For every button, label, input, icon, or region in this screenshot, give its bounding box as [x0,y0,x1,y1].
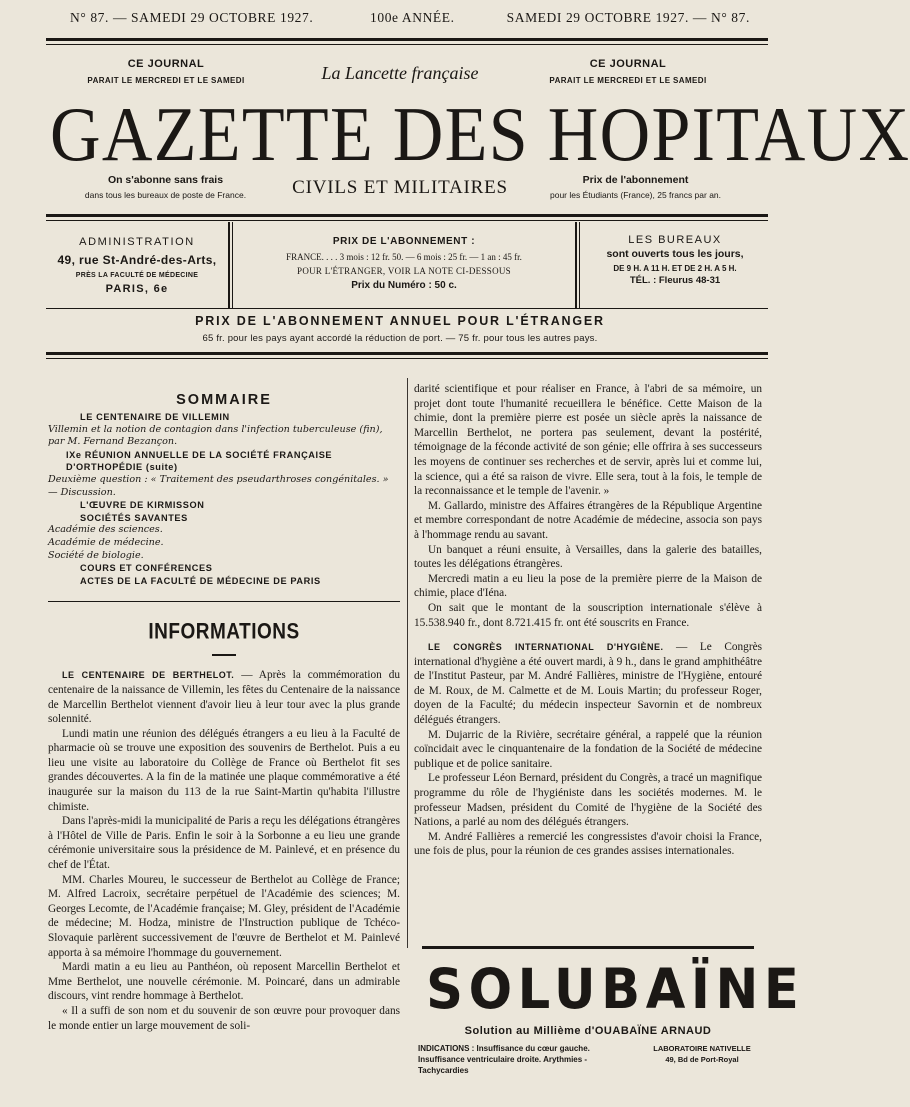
sommaire-list [48,411,400,587]
column-divider [407,378,408,948]
advert-indications: INDICATIONS : Insuffisance du cœur gauche. Insuffisance ventriculaire droite. Arythmies - Tachycardies [418,1044,590,1075]
lab-name: LABORATOIRE NATIVELLE [653,1044,751,1053]
lab-address: 49, Bd de Port-Royal [665,1055,739,1064]
subscribe-small: dans tous les bureaux de poste de France. [84,190,247,200]
paragraph: M. Gallardo, ministre des Affaires étrangères de la République Argentine et membre correspondant de notre Académie de médecine, associa son pays à l'hommage rendu au savant. [414,499,762,541]
journal-label: CE JOURNAL [127,58,205,70]
right-column [414,382,762,859]
subtitle: CIVILS ET MILITAIRES [292,177,508,198]
sommaire-item: L'ŒUVRE DE KIRMISSON [80,500,205,511]
paragraph-text: — Après la commémoration du centenaire de la naissance de Villemin, les fêtes du Centenaire de la naissance de Marcellin Berthelot viennent d'avoir lieu à leur tour avec la plus grande solennité. [48,669,400,726]
issue-price: Prix du Numéro : 50 c. [351,280,457,291]
divider [46,44,768,45]
paragraph: « Il a suffi de son nom et du souvenir de son œuvre pour provoquer dans le monde entier un large mouvement de soli- [48,1004,400,1032]
subscribe-bold: On s'abonne sans frais [107,174,224,186]
paragraph [48,668,400,726]
section-lead: LE CENTENAIRE DE BERTHELOT. [62,670,235,681]
offices-hours: DE 9 H. A 11 H. ET DE 2 H. A 5 H. [613,264,737,273]
box-divider [579,222,580,308]
paragraph: MM. Charles Moureu, le successeur de Berthelot au Collège de France; M. Alfred Lacroix, secrétaire perpétuel de l'Académie des sciences; M. Georges Lecomte, de l'Académie française; M. Gley, président de l'Académie de médecine; M. Hodza, ministre de l'Instruction publique de Tchéco-Slovaquie parlèrent successivement de l'œuvre de Berthelot et M. Painlevé apporta à sa mémoire l'hommage du gouvernement. [48,873,400,959]
paragraph: Mardi matin a eu lieu au Panthéon, où reposent Marcellin Berthelot et Mme Berthelot, une nouvelle cérémonie. M. Poincaré, dans un admirable discours, vint rendre hommage à Berthelot. [48,961,400,1003]
subscription-title: PRIX DE L'ABONNEMENT : [332,236,476,247]
sommaire-item: Deuxième question : « Traitement des pseudarthroses congénitales. » — Discussion. [48,473,389,498]
advert-lab [644,1043,760,1065]
box-divider [228,222,230,308]
box-divider [232,222,233,308]
price-small: pour les Étudiants (France), 25 francs par an. [549,190,722,200]
divider [46,38,768,41]
divider [46,214,768,217]
paragraph: Lundi matin une réunion des délégués étrangers a eu lieu à la Faculté de pharmacie où se trouve une exposition des souvenirs de Berthelot. Puis a eu lieu une visite au laboratoire du Collège de France où Berthelot fit ses grandes découvertes. A la fin de la matinée une plaque commémorative a été inaugurée sur la maison du 113 de la rue Saint-Martin qu'habita l'illustre chimiste. [48,727,400,813]
sommaire-item: LE CENTENAIRE DE VILLEMIN [80,412,230,422]
paragraph: Le professeur Léon Bernard, président du Congrès, a tracé un magnifique programme du rôle de l'hygiéniste dans les sociétés modernes. M. le professeur Madsen, président du Comité de l'hygiène de la Société des Nations, a parlé au nom des délégués étrangers. [414,772,762,829]
paragraph: Dans l'après-midi la municipalité de Paris a reçu les délégations étrangères à l'Hôtel de Ville de Paris. Enfin le soir à la Sorbonne a eu lieu une grande cérémonie universitaire sous la présidence de M. Painlevé, et en présence du chef de l'État. [48,815,400,872]
subscription-france: FRANCE. . . . 3 mois : 12 fr. 50. — 6 mois : 25 fr. — 1 an : 45 fr. [286,252,522,262]
offices-open: sont ouverts tous les jours, [606,248,744,260]
journal-days: PARAIT LE MERCREDI ET LE SAMEDI [87,76,245,85]
sommaire-item: COURS ET CONFÉRENCES [80,563,213,574]
solubaine-advert [414,946,805,1096]
newspaper-page [18,0,910,1107]
paragraph: Mercredi matin a eu lieu la pose de la première pierre de la Maison de chimie, place d'Iéna. [414,572,762,600]
administration-box [50,226,224,308]
section-lead: LE CONGRÈS INTERNATIONAL D'HYGIÈNE. [428,642,664,653]
issue-right: SAMEDI 29 OCTOBRE 1927. — N° 87. [506,10,750,25]
foreign-title: PRIX DE L'ABONNEMENT ANNUEL POUR L'ÉTRANGER [195,314,605,328]
sommaire-item: SOCIÉTÉS SAVANTES [80,512,188,523]
subscription-box [236,226,572,308]
journal-days: PARAIT LE MERCREDI ET LE SAMEDI [549,76,707,85]
administration-city: PARIS, 6e [105,283,169,295]
sommaire-item: ACTES DE LA FACULTÉ DE MÉDECINE DE PARIS [80,575,321,586]
year-label: 100e ANNÉE. [370,10,455,25]
section-title: INFORMATIONS [148,620,300,645]
issue-left: N° 87. — SAMEDI 29 OCTOBRE 1927. [70,10,314,25]
subscription-foreign-note: POUR L'ÉTRANGER, VOIR LA NOTE CI-DESSOUS [297,266,511,276]
sommaire-item: Villemin et la notion de contagion dans l'infection tuberculeuse (fin), par M. Fernand Bezançon. [48,423,383,448]
advert-rule [422,946,754,949]
divider [46,220,768,221]
administration-title: ADMINISTRATION [79,236,195,248]
divider [46,308,768,309]
price-bold: Prix de l'abonnement [582,174,689,186]
dateline [50,10,768,32]
left-column [48,382,400,1033]
sommaire-item: IXe RÉUNION ANNUELLE DE LA SOCIÉTÉ FRANÇAISE D'ORTHOPÉDIE (suite) [66,449,333,473]
advert-tagline: Solution au Millième d'OUABAÏNE ARNAUD [464,1025,712,1037]
paragraph: darité scientifique et pour réaliser en France, à l'abri de sa mémoire, un projet dont toute l'humanité recueillera le bénéfice. Cette Maison de la chimie, dont la première pierre est posée un siècle après la naissance de Marcellin Berthelot, ne portera pas seulement, devant la postérité, témoignage de la féconde activité de son génie; elle offrira à ses successeurs les moyens de continuer ses recherches et de servir, après lui et comme lui, la science, qui a été sa raison de vivre. Elle sera, tout à la fois, le temple de la reconnaissance et le temple de l'avenir. » [414,383,762,498]
offices-tel: TÉL. : Fleurus 48-31 [629,275,721,286]
student-price-note [523,174,748,200]
foreign-price-banner [18,314,782,344]
paragraph: M. André Fallières a remercié les congressistes d'avoir choisi la France, une fois de plus, pour la réunion de ces grandes assises internationales. [414,830,762,858]
paragraph: M. Dujarric de la Rivière, secrétaire général, a rappelé que la réunion coïncidait avec le cinquantenaire de la fondation de la Société de médecine publique et de police sanitaire. [414,728,762,770]
paragraph-text: — Le Congrès international d'hygiène a été ouvert mardi, à 9 h., dans le grand amphithéâtre de l'Institut Pasteur, par M. André Fallières, ministre de l'Hygiène, entouré de M. Roux, de M. Calmette et de M. Louis Martin; du professeur Roger, doyen de la Faculté; du médecin inspecteur Savornin et de nombreux délégués étrangers. [414,641,762,727]
page-title: GAZETTE DES HOPITAUX [50,92,910,178]
paragraph: Un banquet a réuni ensuite, à Versailles, dans la galerie des batailles, toutes les délégations étrangères. [414,543,762,571]
sommaire-item: Académie de médecine. [48,536,164,548]
administration-faculty: PRÈS LA FACULTÉ DE MÉDECINE [75,272,199,279]
title-underline [212,654,236,656]
advert-details [414,1043,762,1083]
offices-title: LES BUREAUX [628,234,722,246]
journal-label: CE JOURNAL [589,58,667,70]
foreign-detail: 65 fr. pour les pays ayant accordé la réduction de port. — 75 fr. pour tous les autres pays. [202,333,598,344]
sommaire-item: Société de biologie. [48,549,144,561]
administration-address: 49, rue St-André-des-Arts, [57,253,217,267]
informations-text-continued [414,382,762,859]
divider [46,352,768,355]
sommaire-title: SOMMAIRE [176,392,272,408]
paragraph: On sait que le montant de la souscription internationale s'élève à 15.538.940 fr., dont 8.721.415 fr. ont été souscrits en France. [414,601,762,629]
informations-text [48,668,400,1033]
paragraph [414,640,762,728]
divider [46,358,768,359]
advert-brand: SOLUBAÏNE [426,957,805,1021]
sommaire-item: Académie des sciences. [48,524,163,536]
divider [48,601,400,602]
offices-box [582,226,768,308]
box-divider [575,222,577,308]
supertitle: La Lancette française [321,63,479,83]
